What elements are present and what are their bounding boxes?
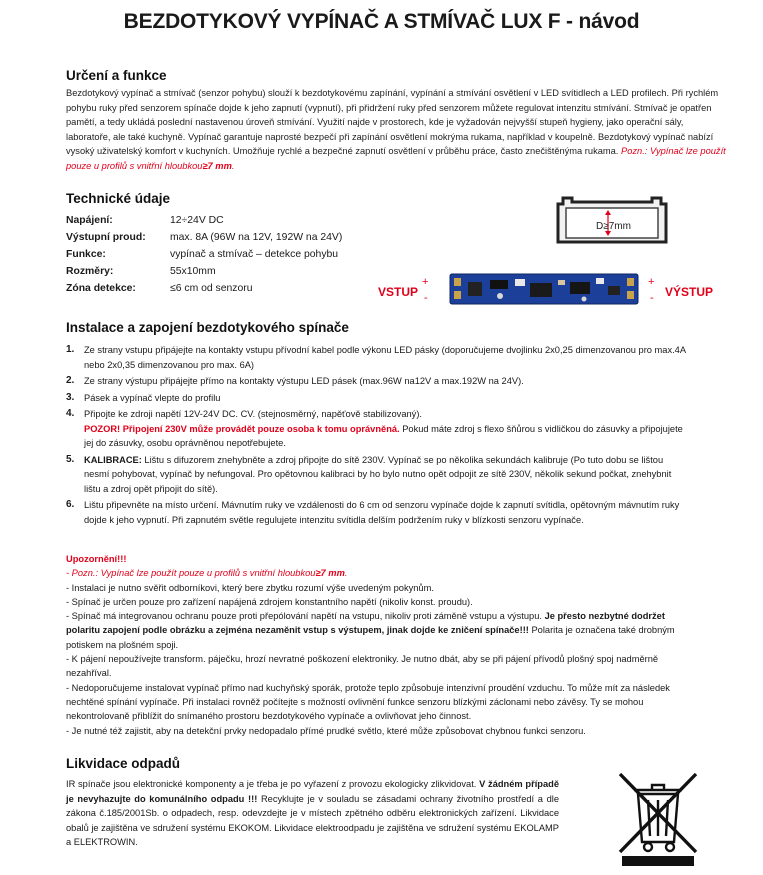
output-minus: - bbox=[650, 292, 654, 304]
section-heading-install: Instalace a zapojení bezdotykového spínače bbox=[66, 320, 349, 335]
list-item bbox=[66, 498, 686, 527]
step-number: 5. bbox=[66, 453, 75, 465]
step-text: Lištu připevněte na místo určení. Mávnutím ruky ve vzdálenosti do 6 cm od senzoru vypínače dojde k zapnutí svítidla, opětovným mávnutím ruky dojde k jeho vypnutí. Při zapnutém světle regulujete intenzitu svítidla delším podržením ruky v blízkosti senzoru vypínače. bbox=[84, 500, 680, 525]
output-plus: + bbox=[648, 276, 655, 288]
spec-value: max. 8A (96W na 12V, 192W na 24V) bbox=[170, 232, 343, 243]
spec-value: vypínač a stmívač – detekce pohybu bbox=[170, 249, 339, 260]
step-body bbox=[84, 407, 686, 451]
page-title: BEZDOTYKOVÝ VYPÍNAČ A STMÍVAČ LUX F - návod bbox=[123, 10, 640, 33]
spec-key: Napájení: bbox=[66, 215, 113, 226]
warning-polarity-bold: Je přesto nezbytné dodržet polaritu zapojení podle obrázku a zejména nezaměnit vstup s výstupem, jinak dojde ke zničení spínače!!! bbox=[66, 611, 665, 636]
warnings-heading: Upozornění!!! bbox=[66, 554, 127, 564]
list-item bbox=[66, 609, 696, 652]
spec-value: 12÷24V DC bbox=[170, 215, 224, 226]
section-heading-purpose: Určení a funkce bbox=[66, 68, 167, 83]
warning-note bbox=[66, 566, 696, 580]
input-minus: - bbox=[424, 292, 428, 304]
spec-table bbox=[66, 212, 366, 297]
step-text: Pásek a vypínač vlepte do profilu bbox=[84, 392, 221, 403]
section-heading-tech: Technické údaje bbox=[66, 191, 171, 206]
spec-row bbox=[66, 280, 366, 297]
step-text: Připojte ke zdroji napětí 12V-24V DC. CV. (stejnosměrný, napěťově stabilizovaný). bbox=[84, 409, 423, 419]
step-text-tail: Pokud máte zdroj s flexo šňůrou s vidličkou do zásuvky a připojujete jej do zásuvky, osobu oprávněnou nepotřebujete. bbox=[84, 423, 683, 448]
section-heading-disposal: Likvidace odpadů bbox=[66, 756, 181, 771]
list-item bbox=[66, 453, 686, 497]
warning-polarity-tail: Polarita je označena také drobným potiskem na plošném spoji. bbox=[66, 625, 675, 650]
step-number: 4. bbox=[66, 408, 75, 419]
spec-row bbox=[66, 212, 366, 229]
list-item: - Instalaci je nutno svěřit odborníkovi, který bere zbytku rozumí výše uvedeným pokynům. bbox=[66, 582, 434, 593]
spec-key: Rozměry: bbox=[66, 266, 114, 277]
warning-note-value: ≥7 mm bbox=[315, 568, 345, 579]
spec-row bbox=[66, 263, 366, 280]
profile-cross-section bbox=[558, 198, 666, 242]
warning-note-text: - Pozn.: Vypínač lze použít pouze u profilů s vnitřní hloubkou bbox=[66, 568, 316, 579]
list-item bbox=[66, 374, 686, 389]
purpose-note: Pozn.: Vypínač lze použít pouze u profilů s vnitřní hloubkou bbox=[66, 146, 726, 171]
step-text: Ze strany vstupu připájejte na kontakty vstupu přívodní kabel podle výkonu LED pásky (doporučujeme dvojlinku 2x0,25 dimenzovanou pro max.4A nebo 2x0,35 dimenzovanou pro max. 6A) bbox=[84, 345, 686, 370]
step-text: Ze strany výstupu připájejte přímo na kontakty výstupu LED pásek (max.96W na12V a max.192W na 24V). bbox=[84, 376, 524, 386]
install-steps-list bbox=[66, 343, 686, 527]
step-number: 1. bbox=[66, 344, 75, 355]
purpose-paragraph bbox=[66, 86, 726, 173]
disposal-paragraph bbox=[66, 777, 559, 850]
list-item: - K pájení nepoužívejte transform. páječku, hrozí nevratné poškození elektroniky. Je nutno dbát, aby se při pájení přívodů plošný spoj nadměrně nezahříval. bbox=[66, 654, 659, 679]
step-number: 2. bbox=[66, 375, 75, 386]
list-item bbox=[66, 343, 686, 372]
product-illustration bbox=[370, 190, 750, 315]
pcb-board bbox=[450, 274, 638, 304]
list-item bbox=[66, 407, 686, 451]
spec-key: Funkce: bbox=[66, 249, 106, 260]
list-item bbox=[66, 391, 686, 406]
spec-value: 55x10mm bbox=[170, 266, 216, 277]
input-label: VSTUP bbox=[378, 285, 419, 299]
purpose-text: Bezdotykový vypínač a stmívač (senzor pohybu) slouží k bezdotykovému zapínání, vypínání a stmívání osvětlení v LED svítidlech a LED profilech. Při rychlém pohybu ruky před senzorem spínače dojde k jeho zapnutí (vypnutí), při přidržení ruky před senzorem můžete regulovat intenzitu stmívání. Stmívač je opatřen pamětí, a tedy ukládá poslední nastavenou úroveň stmívání. Využití najde v prostorech, kde je vyžadován nejvyšší stupeň hygieny, jako operační sály, laboratoře, ale také kuchyně. Vypínač garantuje naprosté bezpečí při zapínání osvětlení mokrýma rukama, například v koupelně. Bezdotykový vypínač nabízí vysoký uživatelský komfort v kuchyních. Umožňuje rychlé a bezpečné zapnutí osvětlení v průběhu práce, často znečištěnýma rukama. bbox=[66, 88, 719, 156]
spec-value: ≤6 cm od senzoru bbox=[170, 283, 253, 294]
step-text: Lištu s difuzorem znehybněte a zdroj připojte do sítě 230V. Vypínač se po několika sekundách kalibruje (Po tuto dobu se lištou nesmí pohybovat, vypínač by nefungoval. Pro opětovnou kalibraci by ho bylo nutno opět odpojit ze sítě 230V, několik sekund počkat, znehybnit lištu a zdroj opět připojit do sítě). bbox=[84, 454, 672, 494]
disposal-text: IR spínače jsou elektronické komponenty a je třeba je po vyřazení z provozu ekologicky zlikvidovat. bbox=[66, 779, 480, 789]
warning-polarity-text: - Spínač má integrovanou ochranu pouze proti přepólování napětí na vstupu, nikoliv proti záměně vstupu a výstupu. bbox=[66, 611, 542, 622]
disposal-text-tail: Recyklujte je v souladu se zásadami ochrany životního prostředí a dle zákona č.185/2001Sb. o odpadech, resp. odevzdejte je v místech zpětného odběru elektronických zařízení. Likvidace obalů je zajištěna ve sdružení systému EKOKOM. Likvidace elektroodpadu je zajištěna ve sdružení systému EKOLAMP a ELEKTROWIN. bbox=[66, 793, 560, 847]
spec-key: Výstupní proud: bbox=[66, 232, 146, 243]
step-body bbox=[84, 453, 686, 497]
output-label: VÝSTUP bbox=[665, 285, 714, 299]
list-item: - Je nutné též zajistit, aby na detekční prvky nedopadalo přímé prudké světlo, které může způsobovat chybnou funkci senzoru. bbox=[66, 725, 586, 736]
profile-depth-label: D≥7mm bbox=[596, 221, 631, 232]
input-plus: + bbox=[422, 276, 429, 288]
crossed-out-bin-icon bbox=[612, 768, 704, 868]
warning-note-end: . bbox=[344, 568, 348, 579]
list-item: - Spínač je určen pouze pro zařízení napájená zdrojem konstantního napětí (nikoliv konst. proudu). bbox=[66, 596, 473, 607]
list-item: - Nedoporučujeme instalovat vypínač přímo nad kuchyňský sporák, protože teplo způsobuje intenzivní proudění vzduchu. To může mít za následek nechtěné spínání vypínače. Při instalaci rovněž počítejte s možností ovlivnění funkce senzoru blízkými záclonami nebo závěsy. Ty se mohou nekontrolovaně přiblížit do snímaného prostoru bezdotykového vypínače a ovlivňovat jeho činnost. bbox=[66, 682, 670, 722]
step-number: 3. bbox=[66, 391, 75, 403]
disposal-warning: V žádném případě je nevyhazujte do komunálního odpadu !!! bbox=[66, 779, 559, 804]
warnings-block bbox=[66, 552, 696, 738]
step-number: 6. bbox=[66, 499, 75, 510]
purpose-note-end: . bbox=[231, 160, 235, 171]
spec-row bbox=[66, 229, 366, 246]
step-warning: POZOR! Připojení 230V může provádět pouze osoba k tomu oprávněná. bbox=[84, 423, 400, 434]
purpose-note-value: ≥7 mm bbox=[202, 160, 232, 171]
spec-row bbox=[66, 246, 366, 263]
spec-key: Zóna detekce: bbox=[66, 283, 136, 294]
step-lead: KALIBRACE: bbox=[84, 454, 142, 465]
